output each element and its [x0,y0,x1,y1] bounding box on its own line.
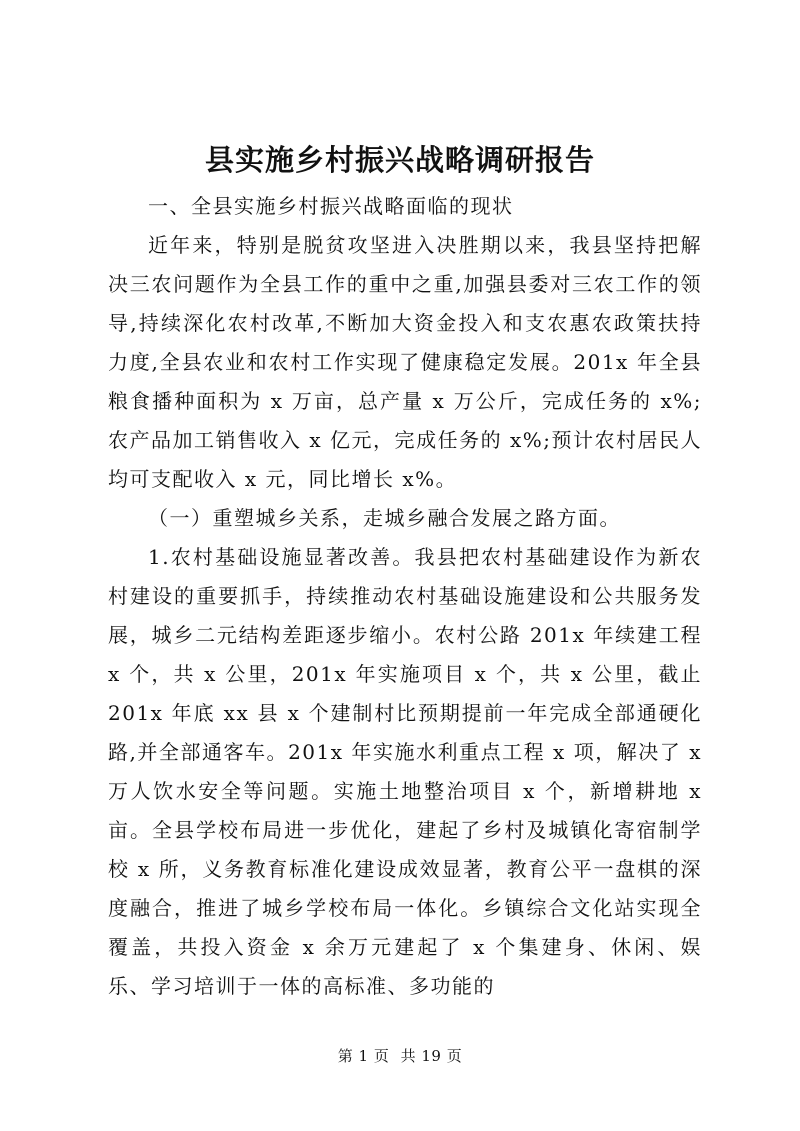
page-title: 县实施乡村振兴战略调研报告 [204,143,595,177]
section-heading: 一、全县实施乡村振兴战略面临的现状 [148,194,514,218]
body-paragraph: 近年来，特别是脱贫攻坚进入决胜期以来，我县坚持把解决三农问题作为全县工作的重中之重,加强县委对三农工作的领导,持续深化农村改革,不断加大资金投入和支农惠农政策扶持力度,全县农业和农村工作实现了健康稳定发展。201x 年全县粮食播种面积为 x 万亩，总产量 x 万公斤，完成任务的 x%;农产品加工销售收入 x 亿元，完成任务的 x%;预计农村居民人均可支配收入 x 元，同比增长 x%。 [108,233,702,491]
subsection-heading: （一）重塑城乡关系，走城乡融合发展之路方面。 [148,506,621,530]
document-body [108,187,702,1006]
body-paragraph: 1.农村基础设施显著改善。我县把农村基础建设作为新农村建设的重要抓手，持续推动农村基础设施建设和公共服务发展，城乡二元结构差距逐步缩小。农村公路 201x 年续建工程 x 个，共 x 公里，201x 年实施项目 x 个，共 x 公里，截止 201x 年底 xx 县 x 个建制村比预期提前一年完成全部通硬化路,并全部通客车。201x 年实施水利重点工程 x 项，解决了 x 万人饮水安全等问题。实施土地整治项目 x 个，新增耕地 x 亩。全县学校布局进一步优化，建起了乡村及城镇化寄宿制学校 x 所，义务教育标准化建设成效显著，教育公平一盘棋的深度融合，推进了城乡学校布局一体化。乡镇综合文化站实现全覆盖，共投入资金 x 余万元建起了 x 个集建身、休闲、娱乐、学习培训于一体的高标准、多功能的 [108,545,702,998]
page-footer [0,1046,800,1066]
page-number: 第 1 页 [337,1047,390,1065]
page-total: 共 19 页 [400,1047,463,1065]
